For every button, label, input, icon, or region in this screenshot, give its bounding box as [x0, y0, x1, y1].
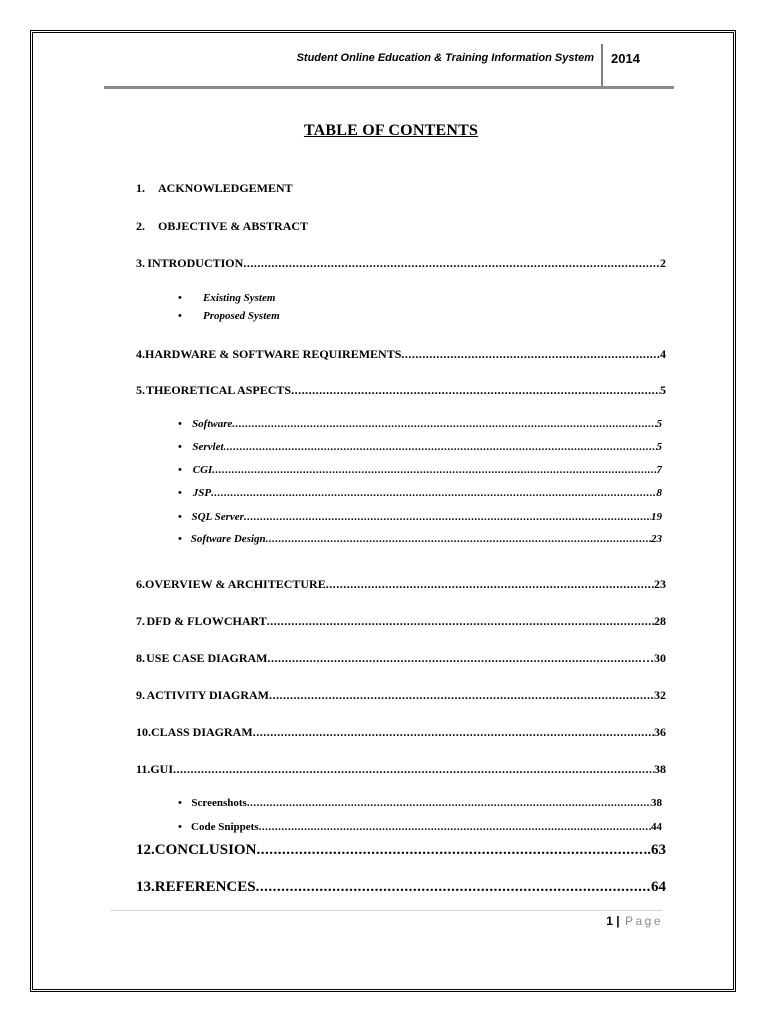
- leader-dots: [243, 256, 660, 271]
- leader-dots: [224, 441, 657, 453]
- leader-dots: [173, 762, 654, 777]
- entry-number: 4.: [136, 347, 145, 361]
- toc-sub-cgi: [178, 464, 662, 476]
- sub-text: CGI: [192, 464, 213, 476]
- header-divider: [601, 44, 603, 88]
- toc-entry-objective: [136, 219, 666, 234]
- sub-text: Proposed System: [203, 310, 280, 322]
- entry-page: 32: [654, 688, 666, 702]
- footer-separator: |: [616, 914, 620, 928]
- entry-number: 10.: [136, 725, 151, 739]
- sub-page: 7: [656, 464, 662, 476]
- toc-sub-jsp: [178, 487, 662, 499]
- leader-dots: [253, 725, 654, 740]
- entry-page: 64: [651, 879, 666, 895]
- entry-page: 36: [654, 725, 666, 739]
- bullet-icon: •: [178, 797, 182, 809]
- leader-dots: [266, 533, 651, 545]
- entry-page: ..63: [643, 842, 666, 858]
- leader-dots: [259, 821, 651, 833]
- toc-entry-hardware-software: [136, 347, 666, 362]
- entry-text: HARDWARE & SOFTWARE REQUIREMENTS: [145, 347, 402, 361]
- entry-text: THEORETICAL ASPECTS: [146, 383, 292, 397]
- entry-text: REFERENCES: [154, 879, 256, 895]
- entry-number: 13.: [136, 879, 155, 895]
- entry-text: USE CASE DIAGRAM: [146, 651, 268, 665]
- entry-number: 1.: [136, 181, 145, 195]
- sub-page: 19: [651, 511, 662, 523]
- entry-page: 38: [654, 762, 666, 776]
- entry-number: 11.: [136, 762, 151, 776]
- leader-dots: [268, 651, 643, 666]
- sub-page: 8: [656, 487, 662, 499]
- toc-sub-servlet: [178, 441, 662, 453]
- entry-number: 3.: [136, 256, 145, 270]
- bullet-icon: •: [178, 533, 182, 545]
- leader-dots: [256, 879, 651, 896]
- toc-entry-conclusion: [136, 842, 666, 859]
- leader-dots: [244, 511, 651, 523]
- sub-page: 44: [651, 821, 662, 833]
- toc-entry-introduction: [136, 256, 666, 271]
- leader-dots: [291, 383, 660, 398]
- header-rule: [104, 86, 674, 89]
- entry-page: 4: [660, 347, 666, 361]
- entry-number: 2.: [136, 219, 145, 233]
- toc-entry-class-diagram: [136, 725, 666, 740]
- sub-text: Code Snippets: [191, 821, 259, 833]
- leader-dots: [269, 688, 654, 703]
- sub-text: Servlet: [192, 441, 224, 453]
- sub-text: Existing System: [203, 292, 276, 304]
- entry-text: OBJECTIVE & ABSTRACT: [158, 219, 309, 233]
- toc-sub-software-design: [178, 533, 662, 545]
- entry-page: 2: [660, 256, 666, 270]
- bullet-icon: •: [178, 441, 182, 453]
- leader-dots: [256, 842, 643, 859]
- sub-page: 38: [651, 797, 662, 809]
- entry-page: 23: [654, 577, 666, 591]
- sub-text: Software: [192, 418, 233, 430]
- entry-number: 8.: [136, 651, 145, 665]
- entry-text: ACKNOWLEDGEMENT: [158, 181, 293, 195]
- bullet-icon: •: [178, 821, 182, 833]
- toc-entry-activity: [136, 688, 666, 703]
- entry-text: DFD & FLOWCHART: [146, 614, 267, 628]
- toc-sub-sql-server: [178, 511, 662, 523]
- toc-entry-overview: [136, 577, 666, 592]
- toc-entry-references: [136, 879, 666, 896]
- page-number: 1: [606, 914, 613, 928]
- entry-text: INTRODUCTION: [147, 256, 244, 270]
- toc-sub-proposed-system: [178, 310, 662, 322]
- entry-text: GUI: [150, 762, 174, 776]
- entry-page: 5: [660, 383, 666, 397]
- toc-entry-use-case: [136, 651, 666, 666]
- toc-title: TABLE OF CONTENTS: [303, 122, 479, 139]
- entry-number: 7.: [136, 614, 145, 628]
- entry-number: 5.: [136, 383, 145, 397]
- entry-text: ACTIVITY DIAGRAM: [146, 688, 269, 702]
- entry-text: OVERVIEW & ARCHITECTURE: [145, 577, 326, 591]
- leader-dots: [211, 487, 656, 499]
- leader-dots: [212, 464, 656, 476]
- entry-number: 6.: [136, 577, 145, 591]
- page-footer: [606, 914, 663, 928]
- bullet-icon: •: [178, 418, 182, 430]
- bullet-icon: •: [178, 511, 182, 523]
- toc-sub-existing-system: [178, 292, 662, 304]
- entry-number: 12.: [136, 842, 155, 858]
- entry-text: CONCLUSION: [154, 842, 257, 858]
- bullet-icon: •: [178, 487, 182, 499]
- sub-text: Software Design: [190, 533, 266, 545]
- leader-dots: [326, 577, 654, 592]
- toc-entry-acknowledgement: [136, 181, 666, 196]
- entry-page: …30: [642, 651, 666, 665]
- bullet-icon: •: [178, 292, 182, 304]
- sub-page: 5: [656, 418, 662, 430]
- sub-page: 5: [656, 441, 662, 453]
- page-label: Page: [624, 914, 663, 928]
- footer-rule: [110, 910, 662, 911]
- toc-entry-gui: [136, 762, 666, 777]
- sub-text: Screenshots: [191, 797, 247, 809]
- toc-sub-software: [178, 418, 662, 430]
- leader-dots: [232, 418, 656, 430]
- bullet-icon: •: [178, 310, 182, 322]
- sub-text: JSP: [192, 487, 212, 499]
- header-year: 2014: [611, 51, 640, 66]
- sub-text: SQL Server: [191, 511, 244, 523]
- leader-dots: [247, 797, 651, 809]
- entry-text: CLASS DIAGRAM: [151, 725, 253, 739]
- bullet-icon: •: [178, 464, 182, 476]
- sub-page: 23: [651, 533, 662, 545]
- header-title: Student Online Education & Training Information System: [296, 52, 594, 64]
- toc-sub-screenshots: [178, 797, 662, 809]
- toc-entry-dfd: [136, 614, 666, 629]
- toc-sub-code-snippets: [178, 821, 662, 833]
- leader-dots: [401, 347, 660, 362]
- leader-dots: [267, 614, 654, 629]
- toc-entry-theoretical-aspects: [136, 383, 666, 398]
- entry-number: 9.: [136, 688, 145, 702]
- entry-page: 28: [654, 614, 666, 628]
